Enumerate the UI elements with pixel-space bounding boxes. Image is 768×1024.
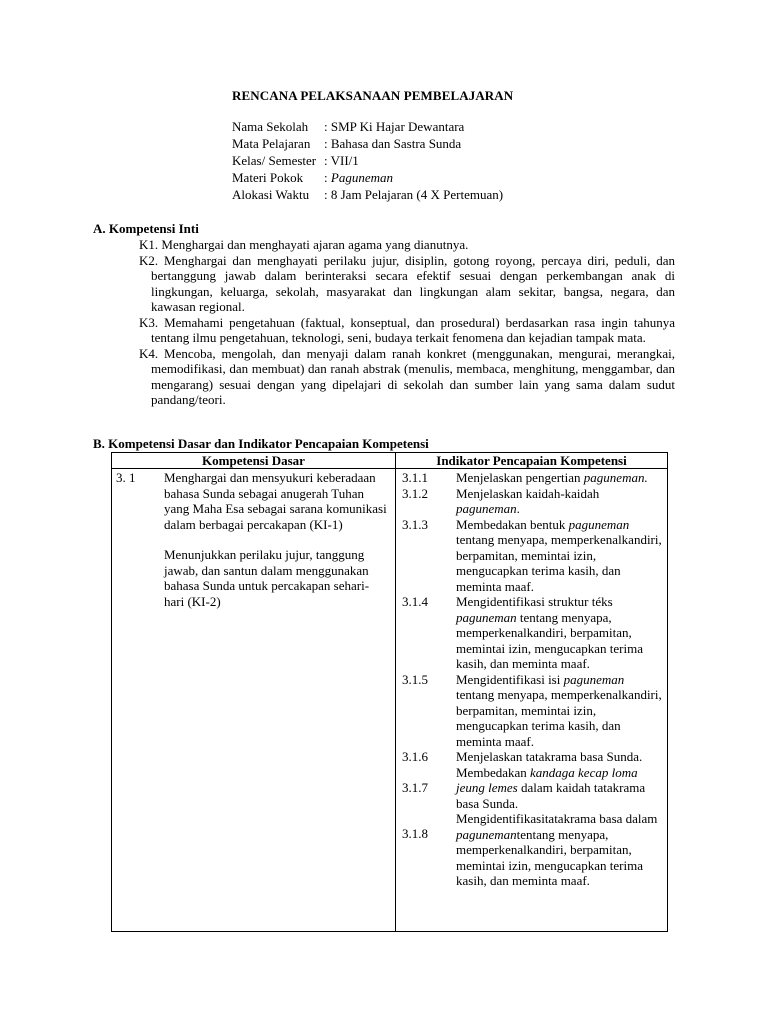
ki-text: Memahami pengetahuan (faktual, konseptual, dan prosedural) berdasarkan rasa ingin tahunya tentang ilmu pengetahuan, teknologi, seni, budaya terkait fenomena dan kejadian tampak mata.: [151, 314, 675, 345]
indicator-number: 3.1.8: [402, 826, 428, 841]
indicator-text: Mengidentifikasitatakrama basa dalam: [456, 811, 658, 826]
ki-text: Mencoba, mengolah, dan menyaji dalam ranah konkret (menggunakan, mengurai, merangkai, memodifikasi, dan membuat) dan ranah abstrak (menulis, membaca, menghitung, menggambar, dan mengarang) sesuai dengan yang dipelajari di sekolah dan sumber lain yang sama dalam sudut pandang/teori.: [151, 345, 675, 407]
ki-item: [93, 237, 675, 253]
info-label: Materi Pokok: [232, 170, 304, 185]
kd-paragraph: Menunjukkan perilaku jujur, tanggung jawab, dan santun dalam menggunakan bahasa Sunda untuk percakapan sehari-hari (KI-2): [164, 547, 370, 609]
table-row: [112, 469, 668, 932]
ki-number: K3.: [139, 314, 159, 330]
indicator-item: [396, 594, 667, 672]
kd-number: 3. 1: [116, 470, 136, 485]
indicator-cell: [396, 469, 668, 932]
kd-cell: [112, 469, 396, 932]
info-value: : Bahasa dan Sastra Sunda: [324, 136, 462, 151]
info-value: : VII/1: [324, 153, 359, 168]
ki-text: Menghargai dan menghayati ajaran agama yang dianutnya.: [161, 237, 469, 252]
ki-text: Menghargai dan menghayati perilaku jujur, disiplin, gotong royong, percaya diri, peduli, dan bertanggung jawab dalam berinteraksi secara efektif sesuai dengan perkembangan anak di lingkungan, keluarga, sekolah, masyarakat dan lingkungan alam sekitar, bangsa, negara, dan kawasan regional.: [151, 252, 675, 314]
info-value-italic: Paguneman: [330, 170, 393, 185]
indicator-text: Mengidentifikasi isi: [456, 671, 564, 687]
indicator-item: [396, 749, 667, 811]
ki-item: [93, 315, 675, 346]
indicator-text: tentang menyapa, memperkenalkandiri, berpamitan, memintai izin, mengucapkan terima kasih, dan meminta maaf.: [456, 826, 643, 888]
indicator-text: Menjelaskan tatakrama basa Sunda. Membedakan: [456, 749, 643, 780]
indicator-item: [396, 486, 667, 517]
identity-block: [232, 118, 503, 203]
indicator-text: Menjelaskan kaidah-kaidah: [456, 485, 600, 501]
indicator-text: Membedakan bentuk: [456, 516, 569, 532]
section-kompetensi-inti: [93, 221, 675, 408]
section-b-heading: B. Kompetensi Dasar dan Indikator Pencapaian Kompetensi: [93, 436, 429, 451]
info-value-prefix: :: [324, 170, 331, 185]
info-label: Nama Sekolah: [232, 119, 309, 134]
ki-item: [93, 253, 675, 315]
indicator-text-italic: paguneman.: [583, 470, 648, 485]
info-row-time: [232, 186, 503, 203]
ki-number: K2.: [139, 252, 159, 268]
section-a-heading: A. Kompetensi Inti: [93, 221, 199, 236]
indicator-text: tentang menyapa, memperkenalkandiri, berpamitan, memintai izin, mengucapkan terima kasih, dan meminta maaf.: [456, 687, 662, 749]
indicator-text: Mengidentifikasi struktur téks: [456, 594, 613, 609]
kd-indicator-table: [111, 452, 668, 932]
indicator-text-italic: paguneman: [456, 609, 517, 625]
indicator-item: [396, 517, 667, 595]
info-label: Alokasi Waktu: [232, 187, 310, 202]
info-row-class: [232, 152, 503, 169]
indicator-number: 3.1.5: [402, 671, 428, 687]
kd-paragraph: Menghargai dan mensyukuri keberadaan bahasa Sunda sebagai anugerah Tuhan yang Maha Esa sebagai sarana komunikasi dalam berbagai percakapan (KI-1): [164, 470, 387, 532]
section-kompetensi-dasar: [93, 436, 675, 452]
indicator-number: 3.1.4: [402, 594, 428, 609]
indicator-item: [396, 672, 667, 750]
info-row-subject: [232, 135, 503, 152]
ki-number: K1.: [139, 237, 159, 252]
indicator-number: 3.1.3: [402, 516, 428, 532]
indicator-text-italic: paguneman: [456, 826, 517, 842]
indicator-text: .: [516, 501, 520, 516]
indicator-text: tentang menyapa, memperkenalkandiri, berpamitan, memintai izin, mengucapkan terima kasih, dan meminta maaf.: [456, 532, 662, 594]
info-label: Kelas/ Semester: [232, 153, 317, 168]
indicator-text: tentang menyapa, memperkenalkandiri, berpamitan, memintai izin, mengucapkan terima kasih, dan meminta maaf.: [456, 609, 643, 671]
ki-number: K4.: [139, 345, 159, 361]
info-row-topic: [232, 169, 503, 186]
info-label: Mata Pelajaran: [232, 136, 311, 151]
indicator-number: 3.1.7: [402, 780, 428, 795]
indicator-number: 3.1.2: [402, 485, 428, 501]
column-header-kd: Kompetensi Dasar: [112, 453, 396, 469]
indicator-item: [396, 811, 667, 889]
indicator-text: Menjelaskan pengertian: [456, 470, 584, 485]
indicator-text-italic: paguneman: [568, 516, 630, 532]
info-row-school: [232, 118, 503, 135]
info-value: : SMP Ki Hajar Dewantara: [324, 119, 465, 134]
indicator-item: [396, 470, 667, 486]
indicator-number: 3.1.6: [402, 749, 428, 764]
table-header-row: [112, 453, 668, 469]
column-header-indicators: Indikator Pencapaian Kompetensi: [396, 453, 668, 469]
ki-item: [93, 346, 675, 408]
indicator-number: 3.1.1: [402, 470, 428, 485]
info-value: : 8 Jam Pelajaran (4 X Pertemuan): [324, 187, 504, 202]
indicator-text-italic: paguneman: [563, 671, 625, 687]
indicator-text: dalam kaidah tatakrama basa Sunda.: [456, 780, 646, 811]
indicator-text-italic: paguneman: [456, 501, 517, 516]
indicator-text-italic: kandaga kecap loma jeung lemes: [456, 764, 638, 795]
page-title: RENCANA PELAKSANAAN PEMBELAJARAN: [232, 88, 514, 103]
